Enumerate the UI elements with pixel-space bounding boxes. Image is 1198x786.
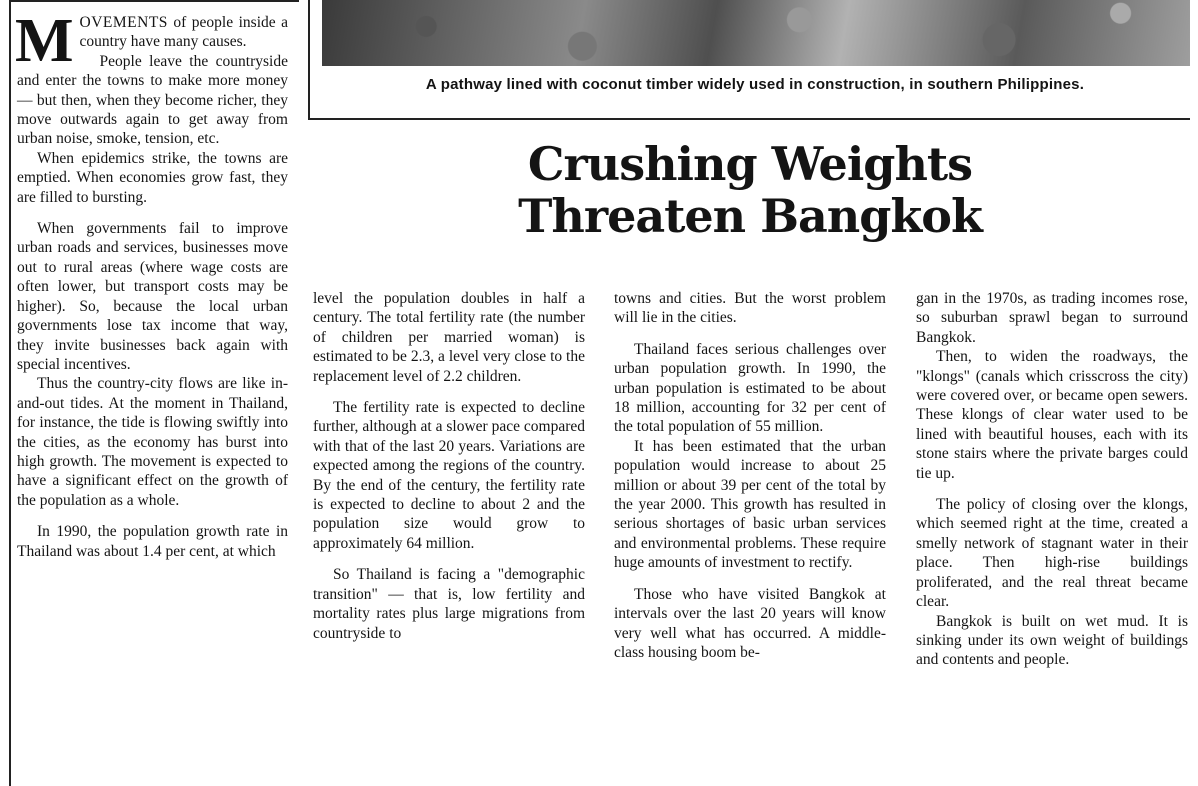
article-paragraph: It has been estimated that the urban population would increase to about 25 million or about 39 per cent of the total by the year 2000. This growth has resulted in serious shortages of basic urban services and environmental problems. These require huge amounts of investment to rectify.: [614, 437, 886, 572]
sidebar-paragraph: People leave the countryside and enter the towns to make more money — but then, when they become richer, they move outwards again to get away from urban noise, smoke, tension, etc.: [17, 52, 288, 148]
headline-line-1: Crushing Weights: [527, 137, 973, 191]
sidebar-paragraph: Thus the country-city flows are like in-and-out tides. At the moment in Thailand, for instance, the tide is flowing swiftly into the cities, as the economy has burst into high growth. The movement is expected to have a significant effect on the growth of the population as a whole.: [17, 375, 288, 509]
photo-frame-rule: [308, 0, 310, 120]
article-paragraph: So Thailand is facing a "demographic transition" — that is, low fertility and mortality rates plus large migrations from countryside to: [313, 566, 585, 642]
section-rule: [308, 118, 1190, 120]
article-column-1: [313, 289, 585, 643]
drop-cap: M: [15, 7, 74, 75]
article-paragraph: level the population doubles in half a century. The total fertility rate (the number of children per married woman) is estimated to be 2.3, a level very close to the replacement level of 2.2 children.: [313, 290, 585, 385]
article-paragraph: gan in the 1970s, as trading incomes rose, so suburban sprawl began to surround Bangkok.: [916, 290, 1188, 346]
sidebar-paragraph: In 1990, the population growth rate in Thailand was about 1.4 per cent, at which: [17, 523, 288, 560]
article-paragraph: Then, to widen the roadways, the "klongs" (canals which crisscross the city) were covered over, or became open sewers. These klongs of clear water used to be lined with beautiful houses, each with its stone stairs where the private barges could tie up.: [916, 348, 1188, 482]
sidebar-paragraph: When epidemics strike, the towns are emptied. When economies grow fast, they are filled to bursting.: [17, 149, 288, 206]
photo-coconut-timber-pathway: [322, 0, 1190, 66]
sidebar-paragraph: When governments fail to improve urban roads and services, businesses move out to rural areas (where wage costs are often lower, but transport costs may be higher). So, because the local urban governments lose tax income that way, they invite businesses back again with special incentives.: [17, 220, 288, 373]
article-headline: [440, 138, 1060, 242]
sidebar-paragraph: [15, 7, 288, 75]
article-column-2: [614, 289, 886, 662]
article-paragraph: Those who have visited Bangkok at intervals over the last 20 years will know very well what has occurred. A middle-class housing boom be-: [614, 585, 886, 661]
article-paragraph: The fertility rate is expected to decline further, although at a slower pace compared with that of the last 20 years. Variations are expected among the regions of the country. By the end of the century, the fertility rate is expected to decline to about 2 and the population size would grow to approximately 64 million.: [313, 399, 585, 552]
article-paragraph: Thailand faces serious challenges over urban population growth. In 1990, the urban population is estimated to be about 18 million, accounting for 32 per cent of the total population of 55 million.: [614, 340, 886, 436]
article-paragraph: towns and cities. But the worst problem will lie in the cities.: [614, 290, 886, 327]
lead-caps: OVEMENTS: [79, 14, 168, 31]
article-column-3: [916, 289, 1188, 670]
photo-caption: A pathway lined with coconut timber widely used in construction, in southern Philippines.: [425, 76, 1085, 93]
sidebar-text: of people inside a country have many causes.: [79, 14, 288, 51]
headline-line-2: Threaten Bangkok: [518, 189, 982, 243]
article-paragraph: The policy of closing over the klongs, which seemed right at the time, created a smelly network of stagnant water in their place. Then high-rise buildings proliferated, and the real threat became clear.: [916, 496, 1188, 611]
article-paragraph: Bangkok is built on wet mud. It is sinking under its own weight of buildings and contents and people.: [916, 612, 1188, 669]
sidebar-column: [15, 7, 288, 561]
